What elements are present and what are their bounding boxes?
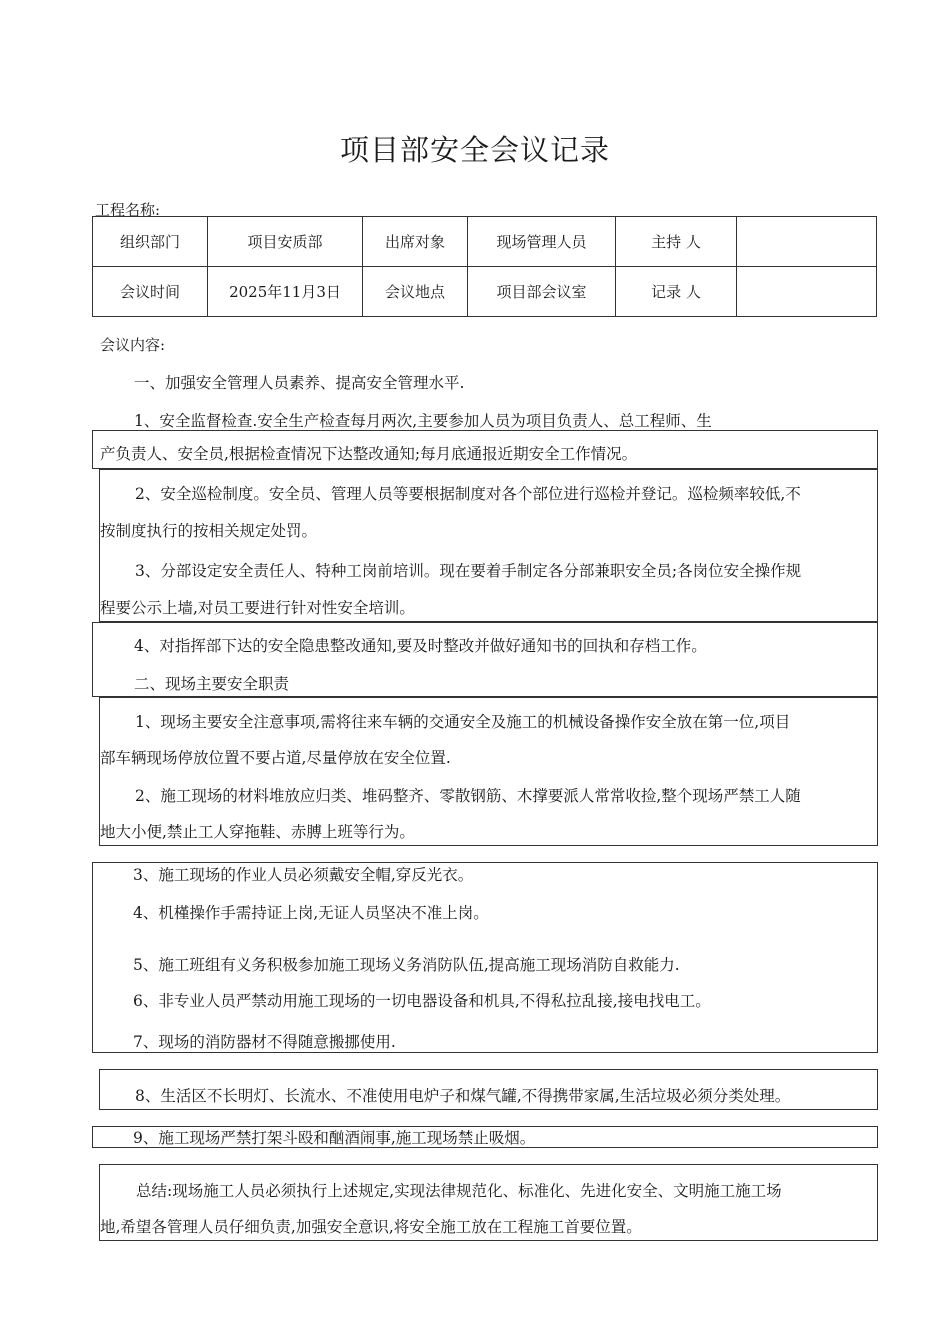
summary-text: 地,希望各管理人员仔细负责,加强安全意识,将安全施工放在工程施工首要位置。 (100, 1218, 642, 1236)
table-row (93, 267, 877, 317)
table-row (93, 217, 877, 267)
recorder-label: 记录 人 (616, 267, 737, 317)
place-value: 项目部会议室 (468, 267, 616, 317)
list-item: 7、现场的消防器材不得随意搬挪使用. (133, 1033, 396, 1051)
list-item: 按制度执行的按相关规定处罚。 (100, 522, 318, 540)
attendees-label: 出席对象 (363, 217, 468, 267)
meeting-content-label: 会议内容: (100, 336, 166, 354)
summary-text: 总结:现场施工人员必须执行上述规定,实现法律规范化、标准化、先进化安全、文明施工施工场 (136, 1182, 782, 1200)
list-item: 1、安全监督检查.安全生产检查每月两次,主要参加人员为项目负责人、总工程师、生 (134, 412, 712, 430)
list-item: 4、机槿操作手需持证上岗,无证人员坚决不准上岗。 (133, 904, 489, 922)
list-item: 3、分部设定安全责任人、特种工岗前培训。现在要着手制定各分部兼职安全员;各岗位安全操作规 (135, 562, 802, 580)
meeting-info-table (92, 216, 877, 317)
place-label: 会议地点 (363, 267, 468, 317)
section-heading: 一、加强安全管理人员素养、提高安全管理水平. (134, 374, 465, 392)
list-item: 8、生活区不长明灯、长流水、不准使用电炉子和煤气罐,不得携带家属,生活垃圾必须分类处理。 (135, 1087, 791, 1105)
list-item: 5、施工班组有义务积极参加施工现场义务消防队伍,提高施工现场消防自救能力. (133, 956, 680, 974)
time-label: 会议时间 (93, 267, 208, 317)
list-item: 4、对指挥部下达的安全隐患整改通知,要及时整改并做好通知书的回执和存档工作。 (134, 637, 707, 655)
page-title: 项目部安全会议记录 (339, 133, 610, 167)
project-name-label: 工程名称: (95, 201, 161, 219)
list-item: 3、施工现场的作业人员必须戴安全帽,穿反光衣。 (133, 866, 474, 884)
org-dept-value: 项目安质部 (208, 217, 363, 267)
attendees-value: 现场管理人员 (468, 217, 616, 267)
list-item: 地大小便,禁止工人穿拖鞋、赤膊上班等行为。 (100, 823, 415, 841)
time-value: 2025年11月3日 (208, 267, 363, 317)
org-dept-label: 组织部门 (93, 217, 208, 267)
host-value (737, 217, 877, 267)
list-item: 部车辆现场停放位置不要占道,尽量停放在安全位置. (100, 749, 451, 767)
list-item: 产负责人、安全员,根据检查情况下达整改通知;每月底通报近期安全工作情况。 (100, 445, 638, 463)
recorder-value (737, 267, 877, 317)
list-item: 2、施工现场的材料堆放应归类、堆码整齐、零散钢筋、木撑要派人常常收捡,整个现场严禁工人随 (135, 787, 801, 805)
list-item: 2、安全巡检制度。安全员、管理人员等要根据制度对各个部位进行巡检并登记。巡检频率较低,不 (135, 485, 801, 503)
list-item: 程要公示上墙,对员工要进行针对性安全培训。 (100, 599, 415, 617)
host-label: 主持 人 (616, 217, 737, 267)
list-item: 6、非专业人员严禁动用施工现场的一切电器设备和机具,不得私拉乱接,接电找电工。 (133, 992, 711, 1010)
section-heading: 二、现场主要安全职责 (134, 675, 290, 693)
list-item: 9、施工现场严禁打架斗殴和酗酒闹事,施工现场禁止吸烟。 (133, 1129, 536, 1147)
list-item: 1、现场主要安全注意事项,需将往来车辆的交通安全及施工的机械设备操作安全放在第一位,项目 (135, 713, 791, 731)
